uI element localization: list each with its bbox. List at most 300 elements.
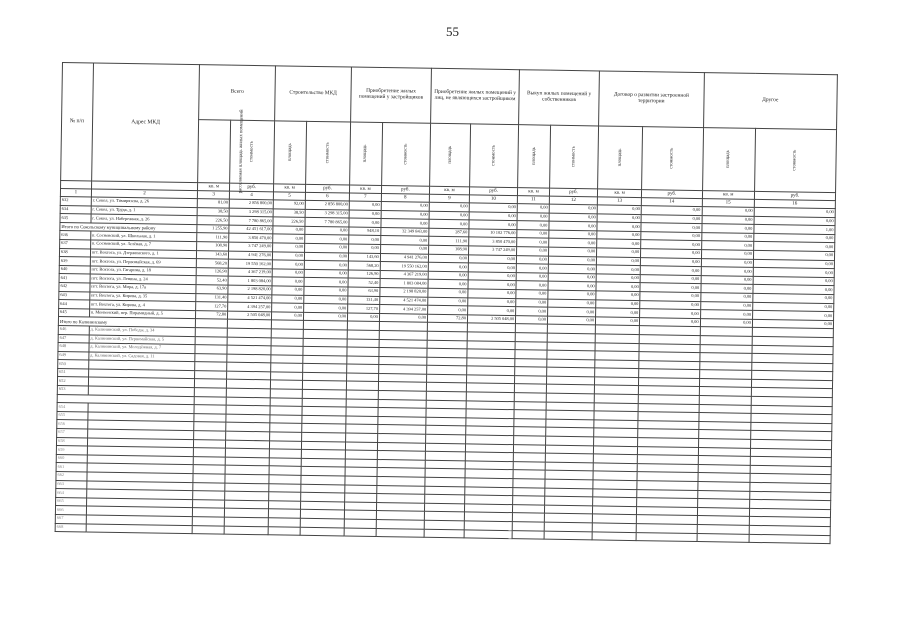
area-cell: 127,70 (196, 302, 228, 311)
area-cell: 131,40 (348, 296, 380, 305)
cost-cell: 0,00 (468, 297, 516, 306)
cost-cell: 0,00 (640, 300, 701, 310)
units-cell: кв. м (274, 184, 306, 192)
area-cell: 0,00 (596, 265, 640, 274)
area-cell: 0,00 (597, 231, 641, 240)
area-cell: 0,00 (701, 284, 753, 293)
area-cell: 63,90 (348, 287, 380, 296)
area-cell: 0,00 (700, 318, 752, 327)
area-cell: 0,00 (428, 288, 468, 297)
header-address: Адрес МКД (91, 63, 199, 183)
row-address (86, 523, 193, 533)
cost-cell: 4 367 219,00 (228, 268, 272, 277)
area-cell: 0,00 (516, 298, 548, 307)
area-cell: 0,00 (702, 215, 754, 224)
column-number-cell: 10 (469, 195, 517, 204)
subheader-cell (518, 125, 551, 188)
area-cell: 111,90 (429, 237, 469, 246)
area-cell: 0,00 (272, 260, 304, 269)
area-cell: 0,00 (700, 310, 752, 319)
row-number: 637 (60, 239, 91, 248)
row-address: д. Калининский, ул. Садовая, д. 11 (89, 352, 196, 362)
area-cell: 72,80 (196, 310, 228, 319)
cost-cell: 2 856 800,00 (229, 199, 273, 208)
row-number: 666 (55, 506, 86, 515)
area-cell: 1 255,90 (197, 224, 229, 233)
units-cell: кв. м (429, 186, 469, 195)
column-number-cell: 2 (91, 189, 198, 199)
area-cell: 0,00 (595, 317, 639, 326)
area-cell: 0,00 (701, 275, 753, 284)
cost-cell: 4 394 257,00 (228, 302, 272, 311)
subheader-cell (381, 123, 430, 187)
cost-cell: 0,00 (752, 311, 833, 321)
cost-cell: 0,00 (468, 289, 516, 298)
cost-cell: 0,00 (548, 256, 596, 265)
cost-cell: 3 850 470,00 (229, 234, 273, 243)
header-group-development-agreement: Договор о развитии застроенной территории (599, 71, 704, 128)
row-number: 660 (56, 454, 87, 463)
cost-cell: 0,00 (469, 220, 517, 229)
cost-cell: 0,00 (640, 317, 701, 327)
column-number-cell: 4 (229, 191, 273, 200)
area-cell: 0,00 (516, 315, 548, 324)
row-number: 653 (57, 386, 88, 395)
column-number-cell: 12 (549, 196, 597, 205)
column-number-cell: 5 (274, 192, 306, 200)
cost-cell (376, 528, 424, 537)
area-cell: 0,00 (596, 299, 640, 308)
area-cell: 0,00 (597, 248, 641, 257)
area-cell: 226,50 (273, 217, 305, 226)
cost-cell: 0,00 (753, 276, 834, 286)
area-cell: 0,00 (596, 308, 640, 317)
area-cell: 0,00 (700, 301, 752, 310)
register-sheet (54, 62, 838, 592)
subheader-label: площадь (531, 147, 537, 166)
area-cell: 0,00 (349, 218, 381, 227)
area-cell: 0,00 (596, 256, 640, 265)
subheader-label: расселяемая площадь жилых помещений (238, 109, 245, 194)
cost-cell: 0,00 (549, 204, 597, 213)
cost-cell: 0,00 (754, 207, 835, 217)
cost-cell: 32 349 843,00 (381, 227, 429, 236)
column-number-cell: 6 (305, 192, 349, 201)
cost-cell: 0,00 (547, 316, 595, 325)
subheader-label: стоимость (491, 145, 497, 167)
area-cell: 0,00 (429, 219, 469, 228)
cost-cell: 0,00 (753, 268, 834, 278)
subheader-label: стоимость (792, 149, 799, 172)
area-cell: 0,00 (596, 274, 640, 283)
cost-cell: 0,00 (304, 295, 348, 304)
cost-cell: 2 505 048,00 (467, 315, 515, 324)
cost-cell: 0,00 (641, 249, 702, 259)
cost-cell: 0,00 (548, 299, 596, 308)
cost-cell: 0,00 (468, 254, 516, 263)
cost-cell: 0,00 (380, 236, 428, 245)
subheader-label: площадь (363, 144, 369, 163)
cost-cell: 0,00 (641, 240, 702, 250)
area-cell: 0,00 (702, 207, 754, 216)
cost-cell: 4 367 219,00 (380, 270, 428, 279)
cost-cell: 2 198 820,00 (228, 285, 272, 294)
row-number: 636 (60, 231, 91, 240)
area-cell: 0,00 (597, 239, 641, 248)
cost-cell: 0,00 (304, 278, 348, 287)
cost-cell: 19 550 162,00 (380, 262, 428, 271)
row-address: пгт. Вохтога, ул. Кирова, д. 35 (90, 291, 197, 301)
area-cell: 0,00 (272, 286, 304, 295)
area-cell: 0,00 (517, 204, 549, 213)
area-cell: 63,90 (196, 285, 228, 294)
cost-cell: 4 394 257,00 (379, 305, 427, 314)
row-address: п. Монзенский, пер. Пирамидный, д. 5 (89, 309, 196, 319)
section-label: Итого по Калининскому (58, 317, 195, 328)
area-cell: 0,00 (272, 294, 304, 303)
area-cell: 0,00 (516, 307, 548, 316)
units-cell: кв. м (702, 191, 754, 200)
units-cell: кв. м (598, 189, 642, 198)
row-number: 656 (57, 420, 88, 429)
subheader-cell (350, 122, 383, 185)
cost-cell (224, 526, 268, 535)
cost-cell: 0,00 (305, 235, 349, 244)
cost-cell: 0,00 (752, 319, 833, 329)
units-cell: руб. (469, 187, 517, 196)
cost-cell: 0,00 (304, 260, 348, 269)
row-number: 639 (59, 257, 90, 266)
cost-cell: 0,00 (753, 293, 834, 303)
area-cell: 52,40 (196, 276, 228, 285)
row-number: 642 (59, 282, 90, 291)
subheader-label: стоимость (669, 147, 675, 170)
area-cell: 0,00 (272, 269, 304, 278)
subheader-label: площадь (287, 143, 293, 162)
cost-cell (300, 527, 344, 536)
units-cell: руб. (305, 184, 349, 193)
area-cell: 0,00 (272, 277, 304, 286)
header-group-non-developers: Приобретение жилых помещений у лиц, не являющихся застройщиком (431, 68, 520, 124)
row-number: 654 (57, 403, 88, 412)
area-cell: 0,00 (517, 229, 549, 238)
column-number-cell: 3 (198, 191, 230, 199)
row-number: 652 (57, 377, 88, 386)
row-number: 635 (60, 214, 91, 223)
row-number: 667 (55, 514, 86, 523)
units-cell: кв. м (349, 185, 381, 193)
cost-cell: 4 941 276,00 (229, 251, 273, 260)
subheader-cell (702, 128, 755, 192)
cost-cell (464, 529, 512, 538)
area-cell: 143,60 (348, 253, 380, 262)
row-address: пгт. Вохтога, ул. Гагарина, д. 18 (90, 266, 197, 276)
area-cell: 108,90 (429, 245, 469, 254)
area-cell: 92,00 (273, 200, 305, 209)
cost-cell: 0,00 (640, 309, 701, 319)
cost-cell: 2 505 048,00 (228, 311, 272, 320)
area-cell: 0,00 (428, 297, 468, 306)
row-address: д. Калининский, ул. Победы, д. 34 (89, 326, 196, 336)
cost-cell: 0,00 (754, 233, 835, 243)
column-number-cell: 8 (381, 194, 429, 203)
row-number: 662 (56, 471, 87, 480)
area-cell: 0,00 (428, 305, 468, 314)
subheader-cell (274, 121, 307, 184)
cost-cell: 0,00 (640, 257, 701, 267)
units-cell: кв. м (198, 183, 230, 191)
area-cell: 0,00 (516, 272, 548, 281)
row-address: д. Калининский, ул. Молодёжная, д. 7 (89, 343, 196, 353)
cost-cell: 0,00 (753, 302, 834, 312)
header-group-other: Другое (703, 73, 837, 130)
row-address: п. Сосновский, ул. Школьная, д. 1 (90, 231, 197, 241)
area-cell: 0,00 (516, 290, 548, 299)
row-address: г. Сокол, ул. Набережная, д. 26 (91, 214, 198, 224)
area-cell: 0,00 (347, 313, 379, 322)
cost-cell: 3 747 249,00 (468, 246, 516, 255)
row-number: 641 (59, 274, 90, 283)
cost-cell: 0,00 (549, 213, 597, 222)
subheader-label: стоимость (249, 141, 255, 163)
area-cell: 0,00 (517, 212, 549, 221)
subheader-cell (754, 128, 836, 192)
header-group-total: Всего (199, 65, 276, 121)
register-body (55, 196, 835, 543)
cost-cell: 0,00 (381, 219, 429, 228)
area-cell: 0,00 (428, 271, 468, 280)
cost-cell (749, 534, 830, 544)
units-cell: руб. (642, 190, 703, 199)
cost-cell: 0,00 (547, 307, 595, 316)
area-cell: 0,00 (517, 247, 549, 256)
row-address: пгт. Вохтога, ул. Ленина, д. 24 (90, 274, 197, 284)
cost-cell: 4 941 276,00 (380, 253, 428, 262)
area-cell: 0,00 (428, 254, 468, 263)
column-number-cell: 11 (517, 196, 549, 204)
row-number: 655 (57, 411, 88, 420)
header-group-buyout: Выкуп жилых помещений у собственников (519, 70, 600, 126)
cost-cell: 0,00 (641, 231, 702, 241)
area-cell: 0,00 (272, 312, 304, 321)
cost-cell: 0,00 (753, 242, 834, 252)
area-cell: 0,00 (273, 243, 305, 252)
area-cell: 81,00 (198, 199, 230, 208)
row-number: 664 (56, 489, 87, 498)
row-address: пгт. Вохтога, ул. Первомайская, д. 69 (90, 257, 197, 267)
cost-cell: 10 102 776,00 (469, 229, 517, 238)
cost-cell: 0,00 (303, 312, 347, 321)
subheader-label: стоимость (325, 142, 331, 164)
cost-cell: 0,00 (548, 247, 596, 256)
units-cell: руб. (381, 186, 429, 195)
row-number: 661 (56, 463, 87, 472)
units-cell: руб. (549, 188, 597, 197)
area-cell (592, 531, 636, 540)
area-cell: 52,40 (348, 278, 380, 287)
subheader-cell (470, 124, 519, 188)
area-cell: 0,00 (429, 202, 469, 211)
cost-cell: 1,00 (754, 225, 835, 235)
row-number: 645 (58, 308, 89, 317)
cost-cell (636, 532, 697, 542)
cost-cell: 0,00 (381, 210, 429, 219)
area-cell: 287,60 (429, 228, 469, 237)
area-cell (512, 530, 544, 539)
row-address: г. Сокол, ул. Труда, д. 1 (91, 206, 198, 216)
cost-cell: 4 521 474,00 (228, 294, 272, 303)
cost-cell: 0,00 (468, 280, 516, 289)
row-number: 648 (58, 343, 89, 352)
area-cell: 0,00 (428, 280, 468, 289)
row-address: пгт. Вохтога, ул. Мира, д. 17а (90, 283, 197, 293)
area-cell: 111,90 (197, 233, 229, 242)
cost-cell: 7 780 865,00 (229, 216, 273, 225)
cost-cell: 0,00 (753, 285, 834, 295)
row-number: 668 (55, 523, 86, 532)
cost-cell: 0,00 (469, 203, 517, 212)
cost-cell: 3 747 249,00 (229, 242, 273, 251)
area-cell: 0,00 (517, 221, 549, 230)
subheader-label: стоимость (403, 143, 409, 165)
row-number: 657 (57, 428, 88, 437)
cost-cell: 0,00 (548, 264, 596, 273)
row-number: 658 (56, 437, 87, 446)
area-cell: 0,00 (517, 255, 549, 264)
cost-cell: 0,00 (549, 221, 597, 230)
cost-cell: 0,00 (469, 212, 517, 221)
subheader-cell (230, 120, 275, 184)
area-cell: 568,20 (348, 261, 380, 270)
subheader-label: площадь (725, 150, 732, 169)
cost-cell: 1 803 084,00 (380, 279, 428, 288)
header-group-construction: Строительство МКД (275, 66, 352, 122)
area-cell: 0,00 (700, 292, 752, 301)
row-number: 665 (56, 497, 87, 506)
area-cell: 0,00 (701, 232, 753, 241)
column-number-cell: 9 (429, 194, 469, 203)
column-number-cell: 14 (641, 198, 702, 207)
cost-cell: 4 521 474,00 (380, 296, 428, 305)
area-cell: 0,00 (597, 214, 641, 223)
page-number: 55 (446, 24, 459, 39)
area-cell: 0,00 (516, 281, 548, 290)
area-cell: 127,70 (348, 304, 380, 313)
area-cell: 0,00 (597, 222, 641, 231)
column-number-cell: 1 (60, 188, 91, 196)
cost-cell: 19 550 162,00 (228, 259, 272, 268)
area-cell: 0,00 (349, 244, 381, 253)
area-cell: 38,50 (273, 208, 305, 217)
cost-cell: 0,00 (468, 306, 516, 315)
row-number: 644 (59, 300, 90, 309)
cost-cell: 2 198 820,00 (380, 287, 428, 296)
header-number: № п/п (61, 63, 94, 181)
area-cell: 108,90 (197, 242, 229, 251)
cost-cell: 0,00 (379, 313, 427, 322)
area-cell: 0,00 (701, 224, 753, 233)
header-row-groups (62, 63, 838, 130)
area-cell: 126,90 (196, 267, 228, 276)
cost-cell: 0,00 (548, 273, 596, 282)
cost-cell: 3 298 315,00 (305, 209, 349, 218)
area-cell: 0,00 (349, 201, 381, 210)
cost-cell: 0,00 (380, 244, 428, 253)
cost-cell: 0,00 (548, 282, 596, 291)
area-cell: 0,00 (596, 291, 640, 300)
column-number-cell: 13 (597, 197, 641, 206)
subheader-cell (642, 127, 703, 191)
row-number: 651 (58, 368, 89, 377)
area-cell (268, 526, 300, 535)
cost-cell: 0,00 (304, 286, 348, 295)
row-number: 650 (58, 360, 89, 369)
row-number: 649 (58, 351, 89, 360)
area-cell: 0,00 (516, 264, 548, 273)
cost-cell: 0,00 (304, 252, 348, 261)
header-group-developers: Приобретение жилых помещений у застройщиков (351, 67, 432, 123)
area-cell: 0,00 (428, 262, 468, 271)
cost-cell (544, 531, 592, 540)
cost-cell: 0,00 (640, 283, 701, 293)
area-cell (697, 533, 749, 542)
subheader-label: площадь (617, 148, 623, 167)
cost-cell: 0,00 (305, 226, 349, 235)
cost-cell: 42 451 617,00 (229, 225, 273, 234)
cost-cell: 0,00 (641, 214, 702, 224)
area-cell: 0,00 (596, 282, 640, 291)
area-cell: 0,00 (701, 250, 753, 259)
cost-cell: 0,00 (304, 243, 348, 252)
cost-cell: 0,00 (468, 272, 516, 281)
cost-cell: 0,00 (549, 239, 597, 248)
area-cell: 0,00 (273, 234, 305, 243)
row-number: 643 (59, 291, 90, 300)
area-cell: 0,00 (273, 251, 305, 260)
area-cell (344, 528, 376, 537)
subheader-cell (306, 121, 351, 185)
row-number: 638 (59, 248, 90, 257)
area-cell: 568,20 (197, 259, 229, 268)
cost-cell: 0,00 (381, 202, 429, 211)
area-cell: 0,00 (349, 210, 381, 219)
units-cell: руб. (754, 191, 835, 200)
area-cell: 0,00 (517, 238, 549, 247)
area-cell: 0,00 (272, 303, 304, 312)
area-cell: 0,00 (701, 267, 753, 276)
cost-cell: 0,00 (549, 230, 597, 239)
subheader-cell (430, 123, 471, 187)
area-cell: 38,50 (197, 207, 229, 216)
cost-cell: 0,00 (304, 303, 348, 312)
cost-cell: 3 850 470,00 (469, 237, 517, 246)
area-cell: 0,00 (429, 211, 469, 220)
cost-cell: 2 856 800,00 (305, 200, 349, 209)
cost-cell: 0,00 (753, 250, 834, 260)
row-number: 634 (60, 205, 91, 214)
row-number: 647 (58, 334, 89, 343)
cost-cell: 3 298 315,00 (229, 208, 273, 217)
area-cell: 948,10 (349, 227, 381, 236)
cost-cell: 0,00 (468, 263, 516, 272)
cost-cell: 0,00 (640, 274, 701, 284)
column-number-cell: 16 (754, 199, 835, 208)
area-cell: 0,00 (701, 258, 753, 267)
subheader-label: площадь (447, 146, 453, 165)
cost-cell: 0,00 (754, 216, 835, 226)
cost-cell: 0,00 (641, 206, 702, 216)
area-cell: 72,80 (427, 314, 467, 323)
